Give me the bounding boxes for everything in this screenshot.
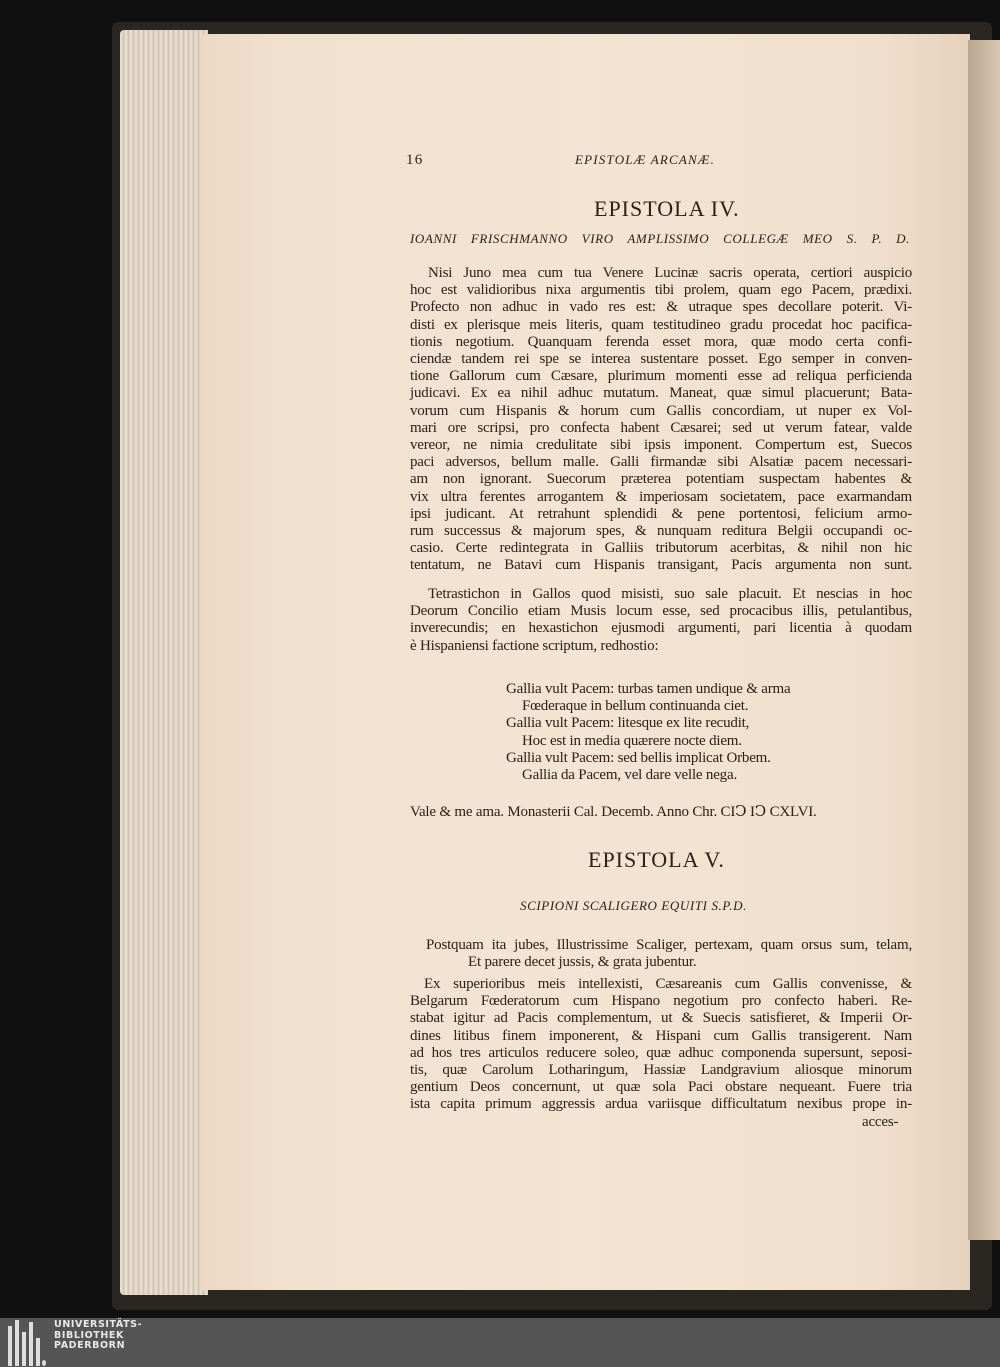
text-line: tis, quæ Carolum Lotharingum, Hassiæ Landgravium aliosque minorum [410, 1062, 912, 1079]
text-line: è Hispaniensi factione scriptum, redhostio: [410, 637, 659, 654]
text-line: ista capita primum aggressis ardua variisque difficultatum nexibus prope in- [410, 1096, 912, 1113]
letter-4-paragraph-2 [410, 586, 912, 655]
letter-5-verse [410, 937, 912, 971]
library-footer [0, 1318, 1000, 1367]
poem-line: Gallia da Pacem, vel dare velle nega. [522, 767, 737, 784]
poem-line: Gallia vult Pacem: turbas tamen undique & arma [506, 681, 791, 697]
text-line: stabat igitur ad Pacis complementum, ut & Suecis satisfieret, & Imperii Or- [410, 1010, 912, 1027]
text-line: ipsi judicant. At retrahunt splendidi & pene portentosi, felicium armo- [410, 505, 912, 522]
library-name-line: PADERBORN [54, 1340, 126, 1351]
letter-5-title: EPISTOLA V. [588, 847, 725, 872]
poem-line: Hoc est in media quærere nocte diem. [522, 732, 742, 749]
text-line: paci adversos, bellum malle. Galli firmandæ sibi Alsatiæ pacem necessari- [410, 454, 912, 471]
library-name-line: UNIVERSITÄTS- [54, 1319, 143, 1330]
letter-5-paragraph-1 [410, 976, 912, 1114]
text-line: Nisi Juno mea cum tua Venere Lucinæ sacris operata, certiori auspicio [428, 265, 912, 281]
text-line: gentium Deos concernunt, ut quæ sola Paci obstare nequeant. Fuere tria [410, 1079, 912, 1096]
poem-line: Fœderaque in bellum continuanda ciet. [522, 698, 749, 715]
letter-5-salutation: SCIPIONI SCALIGERO EQUITI S.P.D. [520, 898, 747, 913]
text-line: Deorum Concilio etiam Musis locum esse, sed procacibus illis, petulantibus, [410, 603, 912, 620]
text-line: tionis negotium. Quanquam ferenda esset mora, quæ modo certa confi- [410, 333, 912, 350]
library-logo-icon [8, 1320, 46, 1366]
letter-4-paragraph-1 [410, 265, 912, 575]
letter-4-salutation: IOANNI FRISCHMANNO VIRO AMPLISSIMO COLLEGÆ MEO S. P. D. [410, 231, 910, 246]
text-line: am non ignorant. Suecorum præterea potentiam suspectam habentes & [410, 471, 912, 488]
text-line: Belgarum Fœderatorum cum Hispano negotium pro confecto haberi. Re- [410, 993, 912, 1010]
text-line: tentatum, ne Batavi cum Hispanis transigant, Pacis argumenta non sunt. [410, 557, 912, 574]
running-title: EPISTOLÆ ARCANÆ. [575, 152, 716, 167]
text-line: disti ex plerisque meis literis, quam testitudineo gradu procedat hoc pacifica- [410, 316, 912, 333]
text-line: ciendæ tandem rei spe se interea sustentare posset. Ego semper in conven- [410, 351, 912, 368]
text-line: judicavi. Ex ea nihil adhuc mutatum. Maneat, quæ simul placuerunt; Bata- [410, 385, 912, 402]
text-line: casio. Certe redintegrata in Galliis tributorum acerbitas, & nihil non hic [410, 540, 912, 557]
facing-page-edge [968, 40, 1000, 1240]
text-line: Ex superioribus meis intellexisti, Cæsareanis cum Gallis convenisse, & [424, 976, 912, 992]
poem-line: Gallia vult Pacem: sed bellis implicat Orbem. [506, 749, 771, 766]
text-line: inverecundis; en hexastichon ejusmodi argumenti, pari licentia à quodam [410, 620, 912, 637]
library-name [54, 1320, 142, 1352]
library-name-line: BIBLIOTHEK [54, 1329, 124, 1341]
text-line: Tetrastichon in Gallos quod misisti, suo sale placuit. Et nescias in hoc [428, 586, 912, 602]
text-line: tione Gallorum cum Cæsare, plurimum momenti esse ad reliqua perficienda [410, 368, 912, 385]
text-line: rum successus & majorum spes, & nunquam reditura Belgii occupandi oc- [410, 523, 912, 540]
poem-line: Gallia vult Pacem: litesque ex lite recudit, [506, 715, 750, 732]
text-line: dines litibus finem imponerent, & Hispani cum Gallis transigerent. Nam [410, 1027, 912, 1044]
text-line: mari ore scripsi, pro confecta habent Cæsarei; sed ut verum fatear, valde [410, 419, 912, 436]
page-edges [120, 30, 208, 1295]
text-line: ad hos tres articulos reducere soleo, quæ adhuc componenda supersunt, seposi- [410, 1044, 912, 1061]
text-line: vereor, ne nimia credulitate sibi ipsis imponent. Compertum est, Suecos [410, 437, 912, 454]
text-line: Profecto non adhuc in vado res est: & utraque spes decollare poterit. Vi- [410, 299, 912, 316]
text-line: vix ultra ferentes arrogantem & imperiosam societatem, pace exarmandam [410, 488, 912, 505]
text-line: vorum cum Hispanis & horum cum Gallis concordiam, ut nuper ex Vol- [410, 402, 912, 419]
text-line: Postquam ita jubes, Illustrissime Scaliger, pertexam, quam orsus sum, telam, [426, 937, 912, 953]
letter-4-closing: Vale & me ama. Monasterii Cal. Decemb. Anno Chr. CIↃ IↃ CXLVI. [410, 804, 817, 820]
page-number: 16 [406, 152, 424, 168]
letter-4-title: EPISTOLA IV. [594, 196, 740, 221]
text-line: Et parere decet jussis, & grata jubentur. [468, 954, 697, 971]
poem [506, 681, 790, 784]
text-line: hoc est validioribus nixa argumentis tibi prolem, quam ego Pacem, prædixi. [410, 282, 912, 299]
catchword: acces- [862, 1114, 899, 1130]
